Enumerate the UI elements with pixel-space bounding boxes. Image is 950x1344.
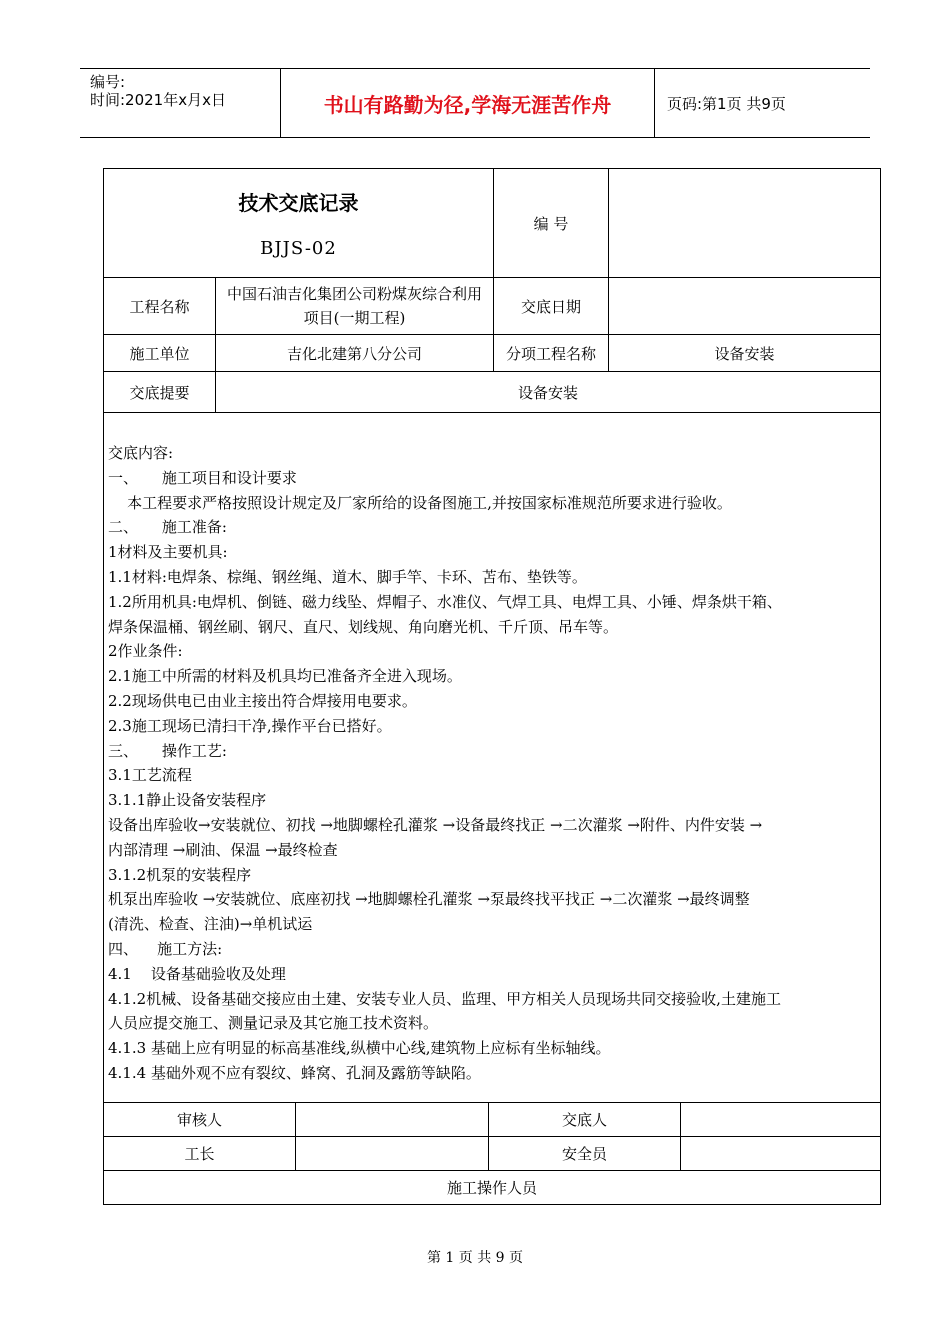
- signature-table: [103, 1102, 881, 1205]
- presenter-label: 交底人: [489, 1103, 681, 1137]
- project-name-label: 工程名称: [104, 278, 216, 335]
- operators-label: 施工操作人员: [104, 1171, 881, 1205]
- content-line: 二、 施工准备:: [108, 518, 227, 537]
- content-body: [108, 441, 876, 1086]
- unit-value: 吉化北建第八分公司: [216, 335, 494, 372]
- subproject-value: 设备安装: [609, 335, 881, 372]
- foreman-value: [296, 1137, 489, 1171]
- content-line: 一、 施工项目和设计要求: [108, 468, 297, 487]
- content-line: 4.1.4 基础外观不应有裂纹、蜂窝、孔洞及露筋等缺陷。: [108, 1063, 481, 1082]
- content-line: 焊条保温桶、钢丝刷、钢尺、直尺、划线规、角向磨光机、千斤顶、吊车等。: [108, 617, 619, 636]
- number-value: [609, 169, 881, 278]
- content-line: 3.1.1静止设备安装程序: [108, 791, 267, 810]
- reviewer-value: [296, 1103, 489, 1137]
- content-line: 设备出库验收→安装就位、初找 →地脚螺栓孔灌浆 →设备最终找正 →二次灌浆 →附件、内件安装 →: [108, 815, 763, 834]
- content-line: 1材料及主要机具:: [108, 543, 228, 562]
- number-label: 编 号: [494, 169, 609, 278]
- content-line: 2作业条件:: [108, 642, 183, 661]
- safety-value: [681, 1137, 881, 1171]
- summary-value: 设备安装: [216, 372, 881, 413]
- reviewer-label: 审核人: [104, 1103, 296, 1137]
- safety-label: 安全员: [489, 1137, 681, 1171]
- date-value: [609, 278, 881, 335]
- header-time-label: 时间:2021年x月x日: [90, 91, 226, 109]
- content-line: 三、 操作工艺:: [108, 741, 227, 760]
- record-table: [103, 168, 881, 1103]
- header-number-label: 编号:: [90, 73, 126, 91]
- summary-label: 交底提要: [104, 372, 216, 413]
- record-title: 技术交底记录: [238, 191, 359, 215]
- header-motto: 书山有路勤为径,学海无涯苦作舟: [280, 69, 655, 137]
- project-name-value: 中国石油吉化集团公司粉煤灰综合利用项目(一期工程): [216, 278, 494, 335]
- content-line: 4.1 设备基础验收及处理: [108, 964, 286, 983]
- content-cell: [104, 413, 881, 1103]
- content-line: 3.1.2机泵的安装程序: [108, 865, 252, 884]
- foreman-label: 工长: [104, 1137, 296, 1171]
- content-line: 交底内容:: [108, 444, 174, 462]
- content-line: 机泵出库验收 →安装就位、底座初找 →地脚螺栓孔灌浆 →泵最终找平找正 →二次灌浆 →最终调整: [108, 890, 750, 909]
- date-label: 交底日期: [494, 278, 609, 335]
- content-line: 4.1.3 基础上应有明显的标高基准线,纵横中心线,建筑物上应标有坐标轴线。: [108, 1039, 611, 1058]
- content-line: 本工程要求严格按照设计规定及厂家所给的设备图施工,并按国家标准规范所要求进行验收。: [108, 493, 732, 512]
- subproject-label: 分项工程名称: [494, 335, 609, 372]
- content-line: 2.2现场供电已由业主接出符合焊接用电要求。: [108, 691, 417, 710]
- unit-label: 施工单位: [104, 335, 216, 372]
- content-line: (清洗、检查、注油)→单机试运: [108, 915, 313, 934]
- record-title-cell: [104, 169, 494, 278]
- page-footer: 第 1 页 共 9 页: [426, 1250, 524, 1266]
- content-line: 内部清理 →刷油、保温 →最终检查: [108, 840, 338, 859]
- content-line: 2.1施工中所需的材料及机具均已准备齐全进入现场。: [108, 667, 462, 686]
- content-line: 人员应提交施工、测量记录及其它施工技术资料。: [108, 1014, 439, 1033]
- header-left: [80, 69, 280, 137]
- content-line: 4.1.2机械、设备基础交接应由土建、安装专业人员、监理、甲方相关人员现场共同交接验收,土建施工: [108, 989, 781, 1008]
- content-line: 1.2所用机具:电焊机、倒链、磁力线坠、焊帽子、水准仪、气焊工具、电焊工具、小锤、焊条烘干箱、: [108, 592, 782, 611]
- page-header: [80, 68, 870, 138]
- content-line: 2.3施工现场已清扫干净,操作平台已搭好。: [108, 716, 392, 735]
- content-line: 1.1材料:电焊条、棕绳、钢丝绳、道木、脚手竿、卡环、苫布、垫铁等。: [108, 567, 587, 586]
- content-line: 3.1工艺流程: [108, 766, 192, 785]
- header-page-info: 页码:第1页 共9页: [667, 94, 786, 113]
- presenter-value: [681, 1103, 881, 1137]
- record-code: BJJS-02: [260, 238, 337, 259]
- content-line: 四、 施工方法:: [108, 939, 223, 958]
